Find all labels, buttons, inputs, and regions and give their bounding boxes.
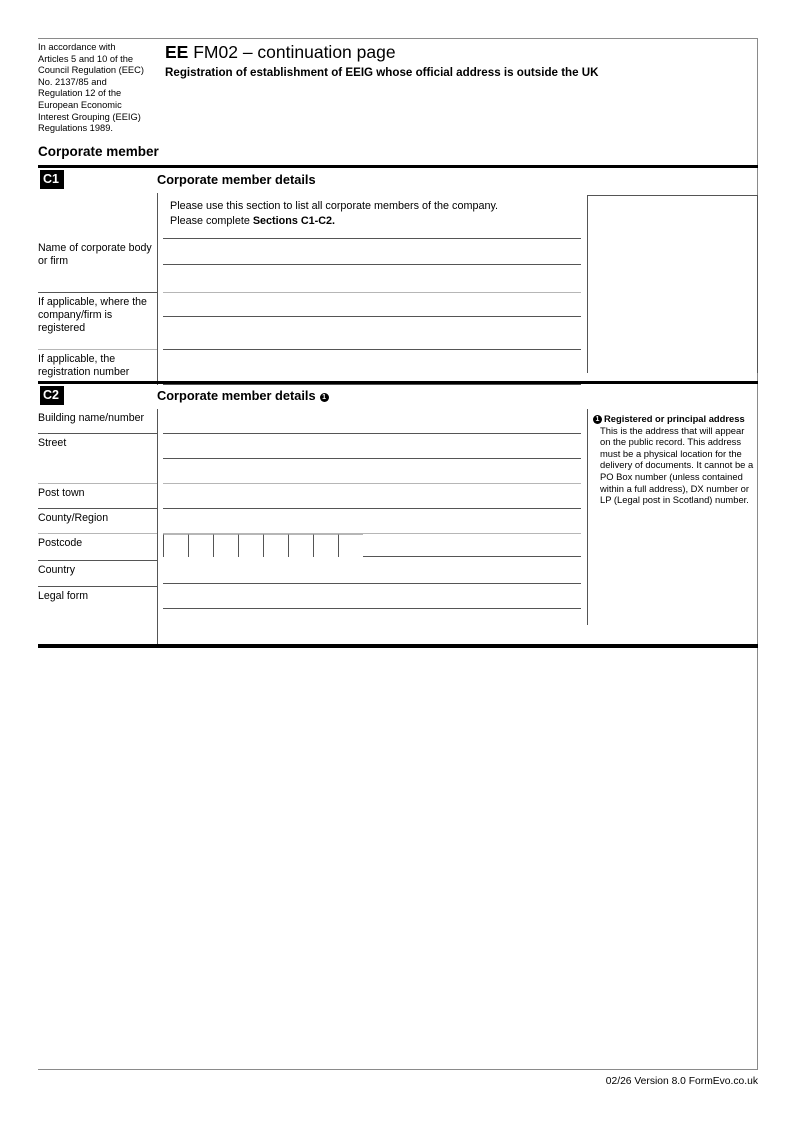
section-c2-label-column — [38, 409, 157, 644]
postcode-char-7[interactable] — [313, 534, 338, 557]
label-post-town: Post town — [38, 484, 157, 509]
section-c2-title-text: Corporate member details — [157, 388, 316, 403]
section-c1-label-column — [38, 193, 157, 385]
instruction-line-2-prefix: Please complete — [170, 214, 253, 227]
section-c2-bottom-rule — [38, 644, 758, 648]
info-note-icon: 1 — [320, 393, 329, 402]
postcode-char-3[interactable] — [213, 534, 238, 557]
input-registration-number[interactable] — [163, 350, 581, 385]
postcode-char-5[interactable] — [263, 534, 288, 557]
page-subtitle: Registration of establishment of EEIG whose official address is outside the UK — [165, 66, 599, 79]
input-building[interactable] — [163, 409, 581, 434]
section-heading-corporate-member: Corporate member — [38, 144, 159, 159]
section-c2 — [38, 381, 758, 648]
section-c1-side-column — [581, 193, 758, 385]
input-name-line-1[interactable] — [163, 239, 581, 265]
section-c1-tab — [38, 168, 157, 189]
section-c2-field-column — [157, 409, 581, 644]
note-marker-icon: 1 — [593, 415, 602, 424]
label-postcode: Postcode — [38, 534, 157, 561]
label-name-of-corporate-body: Name of corporate body or firm — [38, 242, 152, 268]
registered-address-note — [587, 409, 758, 625]
postcode-boxes — [163, 534, 581, 558]
postcode-char-2[interactable] — [188, 534, 213, 557]
label-street-spacer — [38, 459, 157, 484]
section-c2-tab — [38, 384, 157, 405]
section-c1-field-column — [157, 193, 581, 385]
document-header — [38, 42, 758, 135]
input-where-registered-line-1[interactable] — [163, 293, 581, 317]
label-legal-form-spacer — [38, 612, 157, 644]
page-title — [165, 42, 599, 63]
section-c1-title: Corporate member details — [157, 172, 316, 187]
section-c2-side-column — [581, 409, 758, 644]
label-name-spacer — [38, 265, 157, 293]
input-post-town[interactable] — [163, 484, 581, 509]
note-body-text: This is the address that will appear on the public record. This address must be a physical location for the delivery of documents. It cannot be a PO Box number (unless contained within a full address), DX number or LP (Legal post in Scotland) number. — [600, 424, 754, 506]
input-county[interactable] — [163, 509, 581, 534]
footer-version-text: 02/26 Version 8.0 FormEvo.co.uk — [605, 1076, 758, 1087]
postcode-char-8[interactable] — [338, 534, 363, 557]
label-where-registered: If applicable, where the company/firm is registered — [38, 296, 147, 335]
section-c1 — [38, 165, 758, 385]
spacer-instruction-label — [38, 193, 157, 239]
section-c2-rows — [38, 409, 758, 644]
label-county: County/Region — [38, 509, 157, 534]
label-country: Country — [38, 561, 157, 587]
instruction-box — [163, 193, 581, 239]
input-street-line-1[interactable] — [163, 434, 581, 459]
label-building: Building name/number — [38, 409, 157, 434]
section-c1-side-box — [587, 195, 758, 373]
form-code: EE — [165, 42, 189, 62]
section-c1-badge: C1 — [40, 170, 64, 189]
input-legal-form-line-1[interactable] — [163, 584, 581, 609]
note-heading — [593, 413, 756, 425]
postcode-row-tail — [363, 534, 581, 557]
input-where-registered-line-2[interactable] — [163, 317, 581, 350]
title-block — [156, 42, 599, 80]
input-legal-form-line-2[interactable] — [163, 609, 581, 641]
instruction-line-2-bold: Sections C1-C2. — [252, 214, 336, 227]
postcode-char-6[interactable] — [288, 534, 313, 557]
instruction-line-1: Please use this section to list all corporate members of the company. — [170, 200, 499, 212]
section-c1-band — [38, 168, 758, 193]
label-street: Street — [38, 437, 67, 449]
accordance-statement: In accordance with Articles 5 and 10 of the Council Regulation (EEC) No. 2137/85 and Regulation 12 of the European Economic Interest Grouping (EEIG) Regulations 1989. — [38, 42, 144, 134]
label-registration-number: If applicable, the registration number — [38, 353, 130, 379]
input-country[interactable] — [163, 558, 581, 584]
postcode-char-1[interactable] — [163, 534, 188, 557]
input-name-line-2[interactable] — [163, 265, 581, 293]
section-c2-badge: C2 — [40, 386, 64, 405]
form-title-rest: FM02 – continuation page — [188, 42, 396, 62]
postcode-char-4[interactable] — [238, 534, 263, 557]
instruction-text — [163, 193, 581, 234]
label-legal-form: Legal form — [38, 590, 89, 602]
input-street-line-2[interactable] — [163, 459, 581, 484]
section-c1-rows — [38, 193, 758, 385]
note-heading-text: Registered or principal address — [604, 413, 745, 424]
section-c2-title — [157, 384, 329, 403]
section-c2-band — [38, 384, 758, 409]
